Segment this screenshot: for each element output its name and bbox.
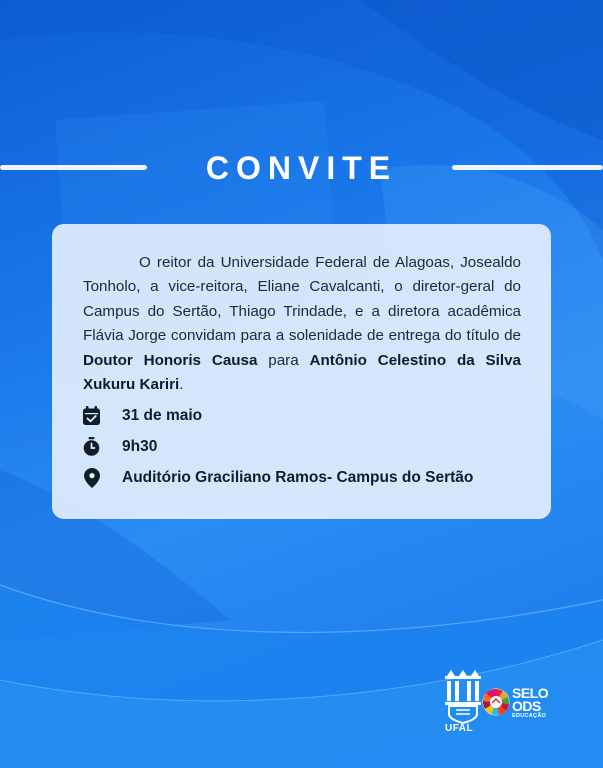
footer-logos bbox=[440, 670, 560, 740]
ods-seal-icon bbox=[482, 688, 510, 716]
event-time-text: 9h30 bbox=[122, 437, 158, 455]
event-place-text: Auditório Graciliano Ramos- Campus do Sertão bbox=[122, 468, 474, 486]
ufal-logo-icon bbox=[443, 670, 483, 724]
selo-text-3: EDUCAÇÃO bbox=[512, 713, 547, 719]
calendar-check-icon bbox=[83, 406, 100, 426]
intro-text-2: para bbox=[257, 351, 310, 369]
intro-text-3: . bbox=[179, 376, 184, 394]
ufal-logo-text: UFAL bbox=[445, 723, 474, 734]
stopwatch-icon bbox=[83, 437, 100, 457]
invitation-card bbox=[52, 224, 551, 519]
selo-text-2: ODS bbox=[512, 698, 541, 714]
title-rule-right bbox=[452, 165, 603, 170]
event-details bbox=[83, 400, 521, 493]
honor-title: Doutor Honoris Causa bbox=[83, 351, 258, 369]
event-time bbox=[83, 431, 521, 462]
event-date-text: 31 de maio bbox=[122, 406, 203, 424]
event-date bbox=[83, 400, 521, 431]
selo-text-1: SELO bbox=[512, 685, 549, 701]
page-title: CONVITE bbox=[205, 150, 398, 186]
title-row bbox=[0, 148, 603, 188]
invitation-text bbox=[83, 251, 521, 397]
location-pin-icon bbox=[83, 468, 100, 488]
intro-text-1: O reitor da Universidade Federal de Alagoas, Josealdo Tonholo, a vice-reitora, Eliane Cavalcanti, o diretor-geral do Campus do Sertão, Thiago Trindade, e a diretora acadêmica Flávia Jorge convidam para a solenidade de entrega do título de bbox=[83, 254, 521, 345]
event-place bbox=[83, 462, 521, 493]
honoree-name: Antônio Celestino da Silva Xukuru Kariri bbox=[83, 351, 521, 394]
